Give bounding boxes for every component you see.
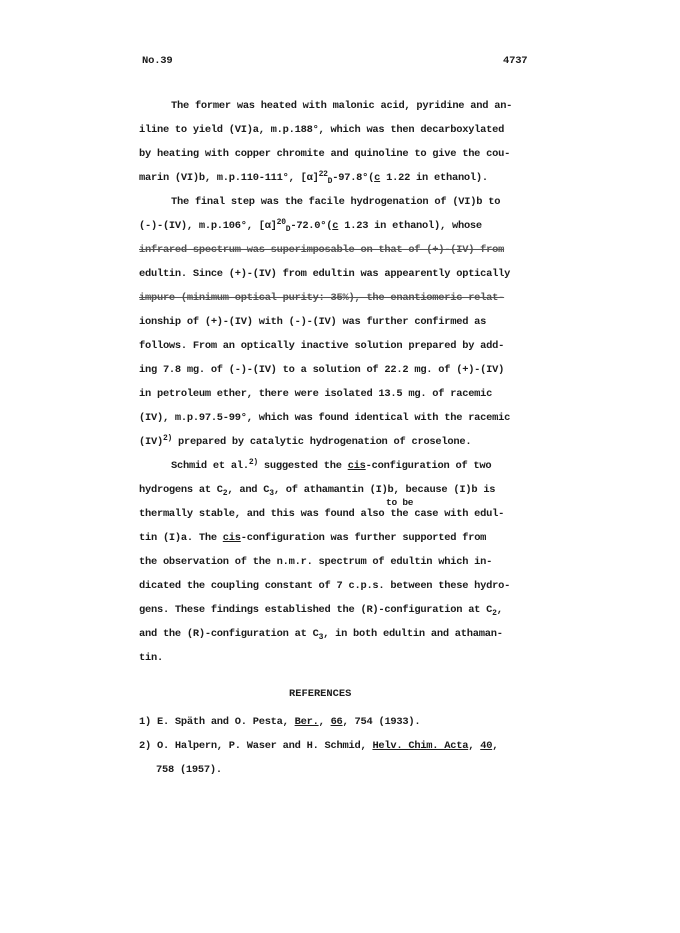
reference-2: 2) O. Halpern, P. Waser and H. Schmid, Helv. Chim. Acta, 40, bbox=[139, 740, 499, 752]
paragraph-2-line-3: infrared spectrum was superimposable on that of (+)-(IV) from bbox=[139, 244, 505, 256]
paragraph-2-line-4: edultin. Since (+)-(IV) from edultin was appearently optically bbox=[139, 268, 511, 280]
paragraph-3-line-2: hydrogens at $C_2$, and $C_3$, of athamantin (I)b, because (I)b is bbox=[139, 484, 496, 498]
paragraph-1-line-4: marin (VI)b, m.p.110-111°, $[\alpha]^{22}_D-97.8^\circ(c$ 1.22 in ethanol). bbox=[139, 170, 488, 186]
paragraph-2-line-6: ionship of (+)-(IV) with (-)-(IV) was further confirmed as bbox=[139, 316, 487, 328]
reference-2-continued: 758 (1957). bbox=[156, 764, 222, 776]
paragraph-3-line-7: gens. These findings established the (R)-configuration at $C_2$, bbox=[139, 604, 503, 618]
references-heading: REFERENCES bbox=[289, 688, 352, 700]
paragraph-3-line-1: Schmid et al.$^{2)}$ suggested the cis-configuration of two bbox=[171, 458, 492, 472]
paragraph-3-line-8: and the (R)-configuration at $C_3$, in both edultin and athaman- bbox=[139, 628, 503, 642]
page-number: 4737 bbox=[503, 55, 528, 67]
paragraph-2-line-9: in petroleum ether, there were isolated 13.5 mg. of racemic bbox=[139, 388, 493, 400]
paragraph-1-line-2: iline to yield (VI)a, m.p.188°, which was then decarboxylated bbox=[139, 124, 505, 136]
paragraph-2-line-11: (IV)$^{2)}$ prepared by catalytic hydrogenation of croselone. bbox=[139, 434, 472, 448]
paragraph-3-line-9: tin. bbox=[139, 652, 163, 664]
paragraph-3-line-4: tin (I)a. The cis-configuration was further supported from bbox=[139, 532, 487, 544]
paragraph-2-line-10: (IV), m.p.97.5-99°, which was found identical with the racemic bbox=[139, 412, 511, 424]
reference-1: 1) E. Späth and O. Pesta, Ber., 66, 754 (1933). bbox=[139, 716, 421, 728]
paragraph-1-line-3: by heating with copper chromite and quinoline to give the cou- bbox=[139, 148, 511, 160]
paragraph-3-line-5: the observation of the n.m.r. spectrum of edultin which in- bbox=[139, 556, 493, 568]
paragraph-3-line-6: dicated the coupling constant of 7 c.p.s. between these hydro- bbox=[139, 580, 511, 592]
paragraph-2-line-7: follows. From an optically inactive solution prepared by add- bbox=[139, 340, 505, 352]
handwritten-insertion: to be bbox=[386, 497, 414, 508]
paragraph-2-line-1: The final step was the facile hydrogenation of (VI)b to bbox=[171, 196, 501, 208]
paragraph-3-line-3: thermally stable, and this was found also the case with edul- bbox=[139, 508, 505, 520]
paragraph-2-line-2: (-)-(IV), m.p.106°, $[\alpha]^{20}_D-72.0^\circ(c$ 1.23 in ethanol), whose bbox=[139, 218, 482, 234]
paragraph-2-line-5: impure (minimum optical purity: 35%), the enantiomeric relat- bbox=[139, 292, 505, 304]
paragraph-1-line-1: The former was heated with malonic acid, pyridine and an- bbox=[171, 100, 513, 112]
paragraph-2-line-8: ing 7.8 mg. of (-)-(IV) to a solution of 22.2 mg. of (+)-(IV) bbox=[139, 364, 505, 376]
journal-issue: No.39 bbox=[142, 55, 173, 67]
